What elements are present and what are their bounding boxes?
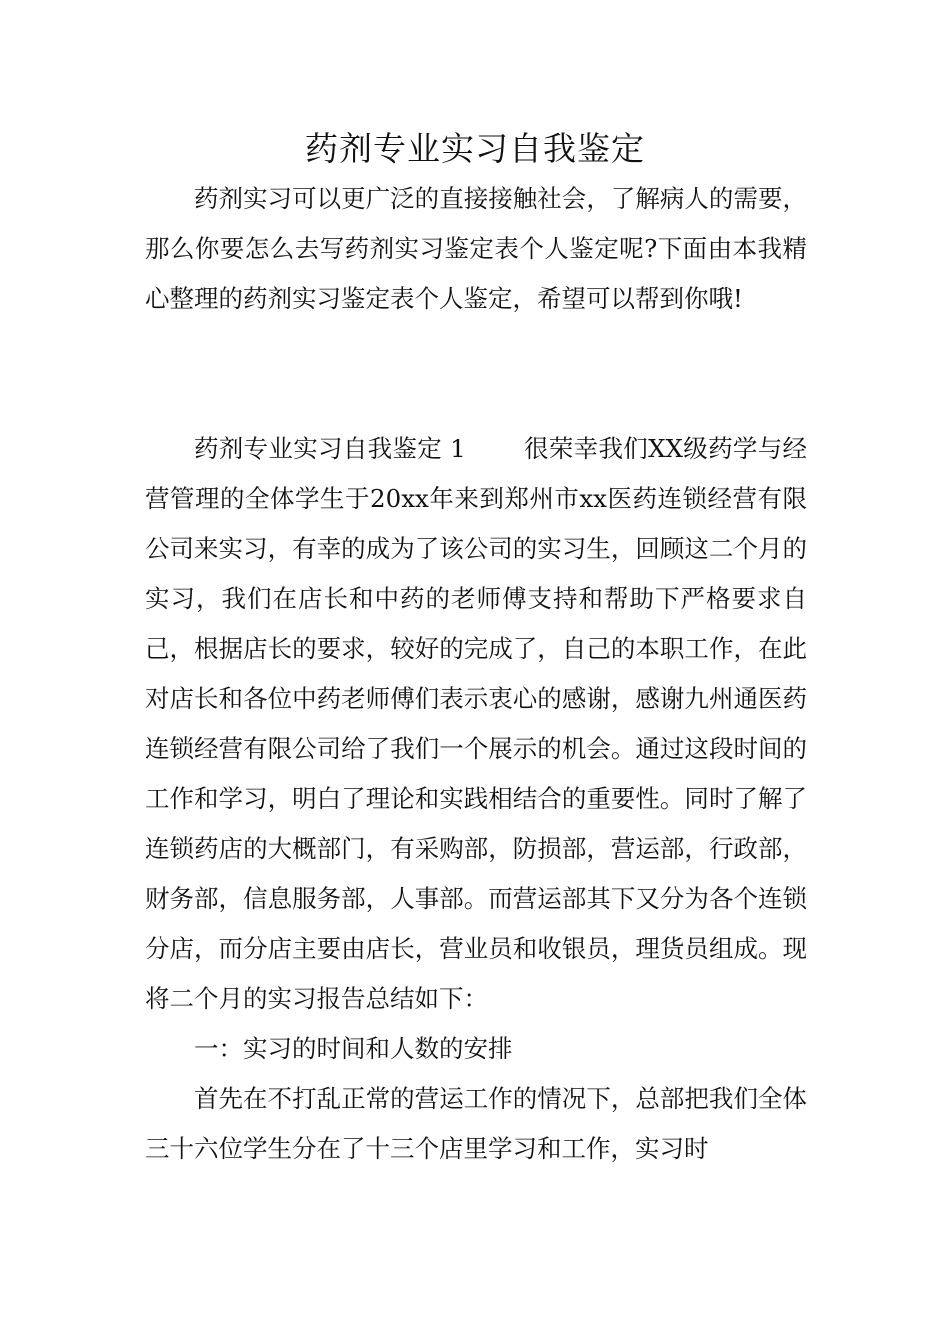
section-content	[145, 424, 807, 1174]
section-title: 药剂专业实习自我鉴定 1	[194, 434, 466, 463]
document-title: 药剂专业实习自我鉴定	[305, 129, 645, 168]
paragraph-2: 首先在不打乱正常的营运工作的情况下，总部把我们全体三十六位学生分在了十三个店里学习和工作，实习时	[145, 1084, 807, 1163]
section-paragraph	[145, 424, 807, 1024]
section-body: 很荣幸我们XX级药学与经营管理的全体学生于20xx年来到郑州市xx医药连锁经营有限公司来实习，有幸的成为了该公司的实习生，回顾这二个月的实习，我们在店长和中药的老师傅支持和帮助下严格要求自己，根据店长的要求，较好的完成了，自己的本职工作，在此对店长和各位中药老师傅们表示衷心的感谢，感谢九州通医药连锁经营有限公司给了我们一个展示的机会。通过这段时间的工作和学习，明白了理论和实践相结合的重要性。同时了解了连锁药店的大概部门，有采购部，防损部，营运部，行政部，财务部，信息服务部，人事部。而营运部其下又分为各个连锁分店，而分店主要由店长，营业员和收银员，理货员组成。现将二个月的实习报告总结如下：	[145, 434, 807, 1013]
intro-paragraph: 药剂实习可以更广泛的直接接触社会，了解病人的需要，那么你要怎么去写药剂实习鉴定表个人鉴定呢?下面由本我精心整理的药剂实习鉴定表个人鉴定，希望可以帮到你哦!	[145, 184, 807, 313]
section-subheading: 一：实习的时间和人数的安排	[194, 1034, 513, 1063]
